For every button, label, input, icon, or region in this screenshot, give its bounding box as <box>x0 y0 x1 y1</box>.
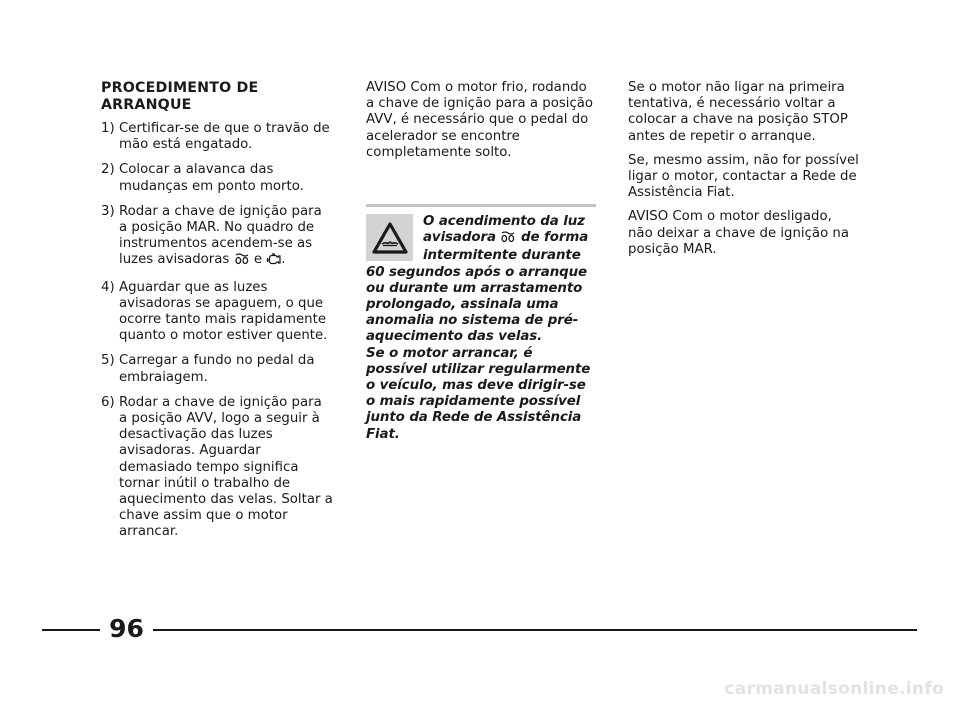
warning-box <box>366 204 596 443</box>
step-text-period: . <box>281 252 286 268</box>
step-text: Carregar a fundo no pedal da embraiagem. <box>119 353 315 385</box>
step-number: 1) <box>101 121 115 136</box>
step-5 <box>101 353 333 385</box>
column-troubleshooting <box>628 80 860 266</box>
step-3 <box>101 204 333 271</box>
step-text: Certificar-se de que o travão de mão está engatado. <box>119 121 330 153</box>
heading-line-2: ARRANQUE <box>101 97 192 113</box>
footer-rule-right <box>153 629 917 631</box>
step-text: Rodar a chave de ignição para a posição MAR. No quadro de instrumentos acendem-se as luzes avisadoras <box>119 203 322 268</box>
paragraph-aviso: AVISO Com o motor desligado, não deixar a chave de ignição na posição MAR. <box>628 209 850 257</box>
footer-rule-left <box>42 629 100 631</box>
engine-check-icon <box>266 253 281 270</box>
step-text: Colocar a alavanca das mudanças em ponto morto. <box>119 162 304 194</box>
step-text: Rodar a chave de ignição para a posição AVV, logo a seguir à desactivação das luzes avisadoras. Aguardar demasiado tempo significa tornar inútil o trabalho de aquecimento das velas. Soltar a chave assim que o motor arrancar. <box>119 394 333 540</box>
aviso-paragraph: AVISO Com o motor frio, rodando a chave de ignição para a posição AVV, é necessário que o pedal do acelerador se encontre completamente solto. <box>366 80 594 160</box>
glow-plug-icon <box>500 231 516 248</box>
step-2 <box>101 162 333 194</box>
steps-list <box>101 121 333 541</box>
step-text-and: e <box>253 252 262 268</box>
step-1 <box>101 121 333 153</box>
heading-line-1: PROCEDIMENTO DE <box>101 80 259 96</box>
watermark: carmanualsonline.info <box>724 679 944 699</box>
column-starting-procedure <box>101 80 333 550</box>
section-heading <box>101 80 333 114</box>
warning-rule <box>366 204 596 207</box>
step-6 <box>101 395 333 541</box>
step-text: Aguardar que as luzes avisadoras se apaguem, o que ocorre tanto mais rapidamente quanto o motor estiver quente. <box>119 279 328 344</box>
warning-triangle-icon <box>366 214 413 261</box>
warning-text-c: Se o motor arrancar, é possível utilizar regularmente o veículo, mas deve dirigir-se o mais rapidamente possível junto da Rede de Assistência Fiat. <box>366 345 591 442</box>
column-notices <box>366 80 596 442</box>
step-number: 3) <box>101 203 115 219</box>
step-text-container <box>119 204 333 271</box>
glow-plug-icon <box>234 253 250 270</box>
step-number: 4) <box>101 279 115 295</box>
step-number: 5) <box>101 353 115 369</box>
paragraph-contact: Se, mesmo assim, não for possível ligar o motor, contactar a Rede de Assistência Fiat. <box>628 152 859 201</box>
step-number: 2) <box>101 162 115 178</box>
paragraph-retry: Se o motor não ligar na primeira tentativa, é necessário voltar a colocar a chave na posição STOP antes de repetir o arranque. <box>628 80 848 144</box>
step-4 <box>101 280 333 345</box>
warning-text-b: de forma intermitente durante 60 segundos após o arranque ou durante um arrastamento prolongado, assinala uma anomalia no sistema de pré-aquecimento das velas. <box>366 230 589 345</box>
warning-text-a: O acendimento da luz avisadora <box>423 214 585 246</box>
page-number: 96 <box>109 614 144 643</box>
step-number: 6) <box>101 394 115 410</box>
